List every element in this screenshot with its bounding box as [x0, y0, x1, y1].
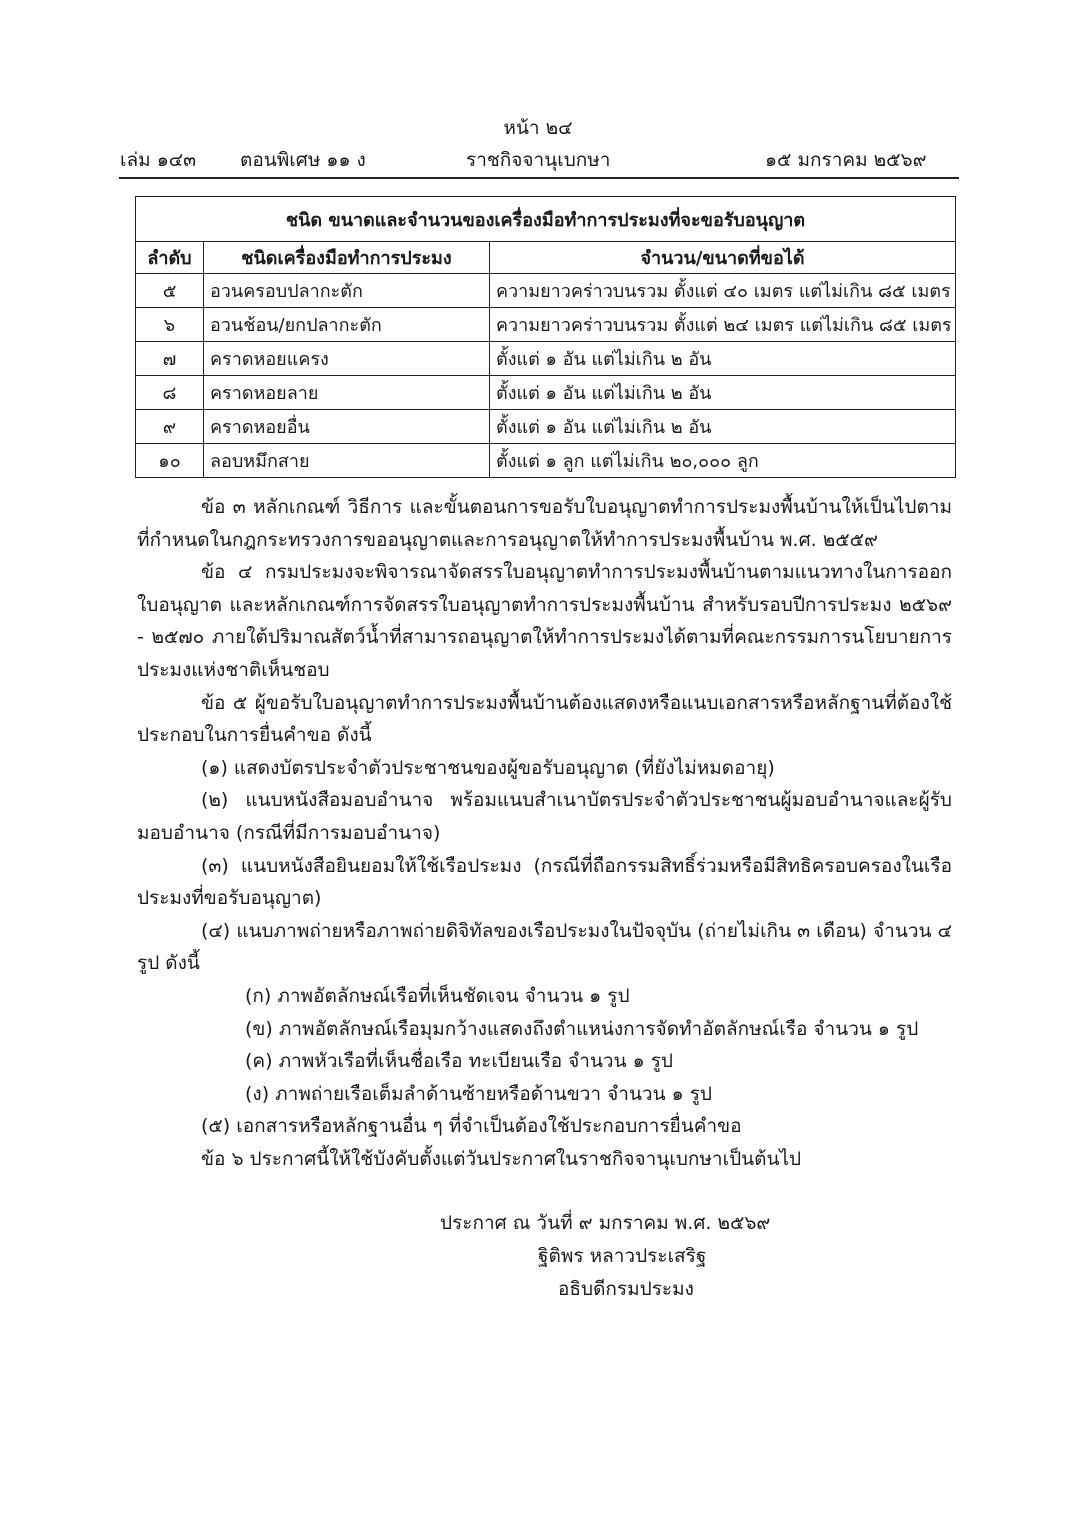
column-header-no: ลำดับ: [136, 242, 204, 274]
table-title: ชนิด ขนาดและจำนวนของเครื่องมือทำการประมงที่จะขอรับอนุญาต: [136, 197, 956, 242]
table-header-row: [136, 242, 956, 274]
row-number: ๖: [136, 308, 204, 342]
clause-5: ข้อ ๕ ผู้ขอรับใบอนุญาตทำการประมงพื้นบ้านต้องแสดงหรือแนบเอกสารหรือหลักฐานที่ต้องใช้ประกอบในการยื่นคำขอ ดังนี้: [137, 691, 952, 747]
row-tool: คราดหอยอื่น: [204, 410, 490, 444]
row-number: ๑๐: [136, 444, 204, 478]
row-amount: ตั้งแต่ ๑ อัน แต่ไม่เกิน ๒ อัน: [490, 376, 956, 410]
sub-item-b: (ข) ภาพอัตลักษณ์เรือมุมกว้างแสดงถึงตำแหน่งการจัดทำอัตลักษณ์เรือ จำนวน ๑ รูป: [245, 1017, 919, 1040]
row-number: ๙: [136, 410, 204, 444]
header-divider: [119, 177, 959, 179]
item-3: (๓) แนบหนังสือยินยอมให้ใช้เรือประมง (กรณีที่ถือกรรมสิทธิ์ร่วมหรือมีสิทธิครอบครองในเรือประมงที่ขอรับอนุญาต): [137, 854, 952, 910]
row-number: ๕: [136, 274, 204, 308]
item-5: (๕) เอกสารหรือหลักฐานอื่น ๆ ที่จำเป็นต้องใช้ประกอบการยื่นคำขอ: [201, 1115, 742, 1138]
clause-4: ข้อ ๔ กรมประมงจะพิจารณาจัดสรรใบอนุญาตทำการประมงพื้นบ้านตามแนวทางในการออกใบอนุญาต และหลักเกณฑ์การจัดสรรใบอนุญาตทำการประมงพื้นบ้าน สำหรับรอบปีการประมง ๒๕๖๙ - ๒๕๗๐ ภายใต้ปริมาณสัตว์น้ำที่สามารถอนุญาตให้ทำการประมงได้ตามที่คณะกรรมการนโยบายการประมงแห่งชาติเห็นชอบ: [137, 561, 952, 681]
row-number: ๘: [136, 376, 204, 410]
table-row: [136, 308, 956, 342]
sub-item-d: (ง) ภาพถ่ายเรือเต็มลำด้านซ้ายหรือด้านขวา จำนวน ๑ รูป: [245, 1082, 712, 1105]
signatory-position: อธิบดีกรมประมง: [558, 1278, 694, 1300]
row-tool: อวนครอบปลากะตัก: [204, 274, 490, 308]
item-2: (๒) แนบหนังสือมอบอำนาจ พร้อมแนบสำเนาบัตรประจำตัวประชาชนผู้มอบอำนาจและผู้รับมอบอำนาจ (กรณีที่มีการมอบอำนาจ): [137, 789, 952, 844]
table-row: [136, 376, 956, 410]
item-4: (๔) แนบภาพถ่ายหรือภาพถ่ายดิจิทัลของเรือประมงในปัจจุบัน (ถ่ายไม่เกิน ๓ เดือน) จำนวน ๔ รูป ดังนี้: [137, 919, 952, 975]
table-row: [136, 410, 956, 444]
row-amount: ความยาวคร่าวบนรวม ตั้งแต่ ๒๔ เมตร แต่ไม่เกิน ๘๕ เมตร: [490, 308, 956, 342]
body-text: [137, 491, 952, 1175]
sub-item-a: (ก) ภาพอัตลักษณ์เรือที่เห็นชัดเจน จำนวน ๑ รูป: [245, 984, 630, 1007]
row-number: ๗: [136, 342, 204, 376]
issue-date: ๑๕ มกราคม ๒๕๖๙: [765, 149, 927, 171]
announcement-date: ประกาศ ณ วันที่ ๙ มกราคม พ.ศ. ๒๕๖๙: [440, 1212, 771, 1234]
row-amount: ตั้งแต่ ๑ อัน แต่ไม่เกิน ๒ อัน: [490, 410, 956, 444]
table-row: [136, 274, 956, 308]
sub-item-c: (ค) ภาพหัวเรือที่เห็นชื่อเรือ ทะเบียนเรือ จำนวน ๑ รูป: [245, 1050, 673, 1073]
row-amount: ตั้งแต่ ๑ ลูก แต่ไม่เกิน ๒๐,๐๐๐ ลูก: [490, 444, 956, 478]
signatory-name: ฐิติพร หลาวประเสริฐ: [538, 1245, 707, 1267]
clause-6: ข้อ ๖ ประกาศนี้ให้ใช้บังคับตั้งแต่วันประกาศในราชกิจจานุเบกษาเป็นต้นไป: [201, 1147, 802, 1170]
row-tool: คราดหอยแครง: [204, 342, 490, 376]
section-label: ตอนพิเศษ ๑๑ ง: [240, 149, 366, 171]
volume-label: เล่ม ๑๔๓: [120, 149, 197, 171]
item-1: (๑) แสดงบัตรประจำตัวประชาชนของผู้ขอรับอนุญาต (ที่ยังไม่หมดอายุ): [201, 756, 775, 779]
column-header-tool: ชนิดเครื่องมือทำการประมง: [204, 242, 490, 274]
row-tool: อวนช้อน/ยกปลากะตัก: [204, 308, 490, 342]
table-row: [136, 342, 956, 376]
column-header-amount: จำนวน/ขนาดที่ขอได้: [490, 242, 956, 274]
clause-3: ข้อ ๓ หลักเกณฑ์ วิธีการ และขั้นตอนการขอรับใบอนุญาตทำการประมงพื้นบ้านให้เป็นไปตามที่กำหนดในกฎกระทรวงการขออนุญาตและการอนุญาตให้ทำการประมงพื้นบ้าน พ.ศ. ๒๕๕๙: [137, 496, 952, 551]
row-amount: ตั้งแต่ ๑ อัน แต่ไม่เกิน ๒ อัน: [490, 342, 956, 376]
row-tool: คราดหอยลาย: [204, 376, 490, 410]
row-amount: ความยาวคร่าวบนรวม ตั้งแต่ ๔๐ เมตร แต่ไม่เกิน ๘๕ เมตร: [490, 274, 956, 308]
row-tool: ลอบหมึกสาย: [204, 444, 490, 478]
gazette-name: ราชกิจจานุเบกษา: [466, 149, 611, 171]
fishing-gear-table: [135, 196, 956, 478]
table-row: [136, 444, 956, 478]
page-number: หน้า ๒๔: [503, 117, 573, 139]
